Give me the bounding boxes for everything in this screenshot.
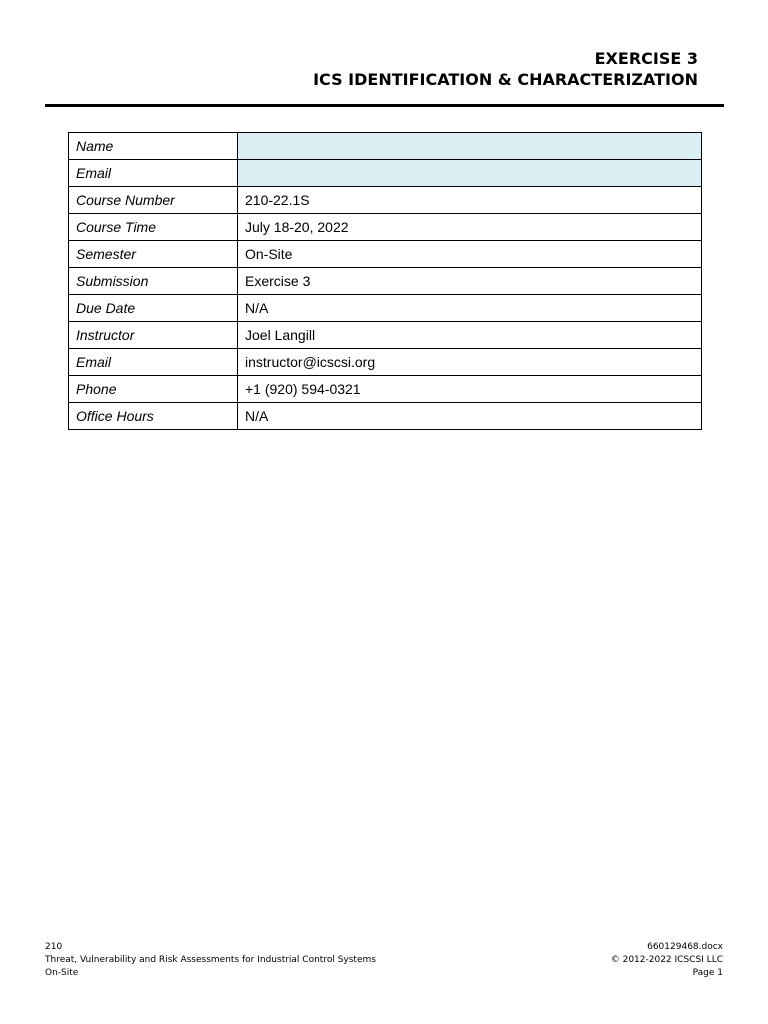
instructor-label: Instructor: [69, 322, 238, 349]
exercise-number: EXERCISE 3: [594, 49, 698, 68]
name-field[interactable]: [238, 133, 702, 160]
name-label: Name: [69, 133, 238, 160]
course-time-value: July 18-20, 2022: [238, 214, 702, 241]
office-hours-value: N/A: [238, 403, 702, 430]
table-row: [69, 403, 702, 430]
table-row: [69, 349, 702, 376]
email-label: Email: [69, 160, 238, 187]
header-rule: [45, 104, 724, 107]
course-time-label: Course Time: [69, 214, 238, 241]
course-number-label: Course Number: [69, 187, 238, 214]
instructor-email-value: instructor@icscsi.org: [238, 349, 702, 376]
due-date-value: N/A: [238, 295, 702, 322]
copyright: © 2012-2022 ICSCSI LLC: [610, 955, 723, 965]
delivery-mode: On-Site: [45, 968, 79, 978]
due-date-label: Due Date: [69, 295, 238, 322]
course-number-value: 210-22.1S: [238, 187, 702, 214]
table-row: [69, 214, 702, 241]
phone-value: +1 (920) 594-0321: [238, 376, 702, 403]
table-row: [69, 268, 702, 295]
instructor-email-label: Email: [69, 349, 238, 376]
document-header: [313, 48, 698, 90]
course-title: Threat, Vulnerability and Risk Assessments for Industrial Control Systems: [45, 955, 376, 965]
instructor-value: Joel Langill: [238, 322, 702, 349]
semester-value: On-Site: [238, 241, 702, 268]
email-field[interactable]: [238, 160, 702, 187]
semester-label: Semester: [69, 241, 238, 268]
table-row: [69, 241, 702, 268]
course-info-table: [68, 132, 702, 430]
office-hours-label: Office Hours: [69, 403, 238, 430]
phone-label: Phone: [69, 376, 238, 403]
table-row: [69, 295, 702, 322]
table-row-email: [69, 160, 702, 187]
footer-right: [611, 941, 723, 980]
course-code: 210: [45, 942, 63, 952]
footer-left: [45, 941, 376, 980]
exercise-title: ICS IDENTIFICATION & CHARACTERIZATION: [313, 70, 698, 89]
page-number: Page 1: [692, 968, 723, 978]
table-row: [69, 376, 702, 403]
table-row-name: [69, 133, 702, 160]
submission-value: Exercise 3: [238, 268, 702, 295]
table-row: [69, 187, 702, 214]
submission-label: Submission: [69, 268, 238, 295]
table-row: [69, 322, 702, 349]
file-name: 660129468.docx: [647, 942, 723, 952]
